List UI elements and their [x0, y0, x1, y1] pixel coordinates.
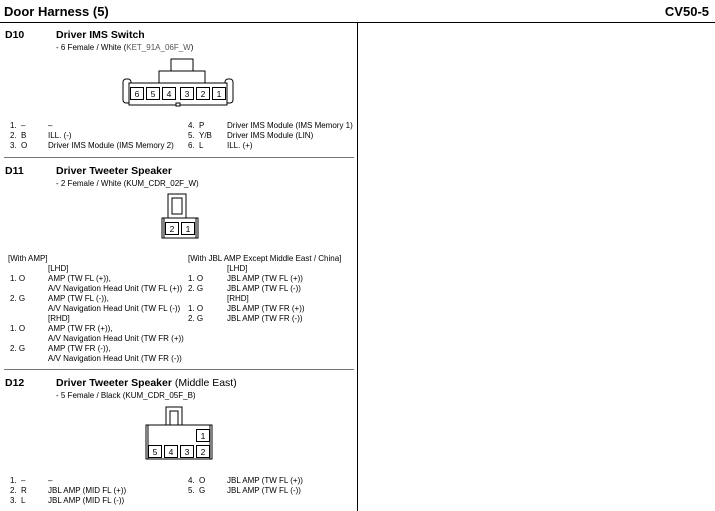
pin-number: 1. [10, 476, 17, 485]
d10-pin-2: 2 [196, 87, 210, 100]
d10-title: Driver IMS Switch [56, 29, 145, 41]
d12-title: Driver Tweeter Speaker (Middle East) [56, 377, 237, 389]
pin-number: 6. [188, 141, 195, 150]
rhd-label: [RHD] [48, 314, 70, 323]
page-code: CV50-5 [664, 4, 709, 19]
d12-pin-2: 2 [196, 445, 210, 458]
d11-pin-2: 2 [165, 222, 179, 235]
pin-desc: AMP (TW FL (+)), [48, 274, 111, 283]
pin-desc: ILL. (+) [227, 141, 253, 150]
d11-pin-1: 1 [181, 222, 195, 235]
pin-number: 3. [10, 496, 17, 505]
pin-desc: JBL AMP (TW FL (-)) [227, 284, 301, 293]
pin-number: 2. G [188, 314, 204, 323]
pin-number: 3. [10, 141, 17, 150]
pin-number: 1. O [188, 274, 204, 283]
pin-number: 2. G [10, 344, 26, 353]
pin-desc: ILL. (-) [48, 131, 72, 140]
pin-wire: P [199, 121, 205, 130]
pin-wire: – [21, 121, 26, 130]
jbl-heading: [With JBL AMP Except Middle East / China] [188, 254, 342, 263]
pin-number: 4. [188, 476, 195, 485]
d12-pin-1: 1 [196, 429, 210, 442]
d12-pin-5: 5 [148, 445, 162, 458]
d10-code: D10 [5, 29, 25, 41]
pin-desc: A/V Navigation Head Unit (TW FR (-)) [48, 354, 182, 363]
pin-number: 2. [10, 486, 17, 495]
pin-wire: – [21, 476, 26, 485]
pin-number: 2. G [10, 294, 26, 303]
pin-desc: AMP (TW FR (-)), [48, 344, 111, 353]
pin-desc: Driver IMS Module (LIN) [227, 131, 314, 140]
rhd-label: [RHD] [227, 294, 249, 303]
pin-number: 1. O [10, 324, 26, 333]
pin-desc: JBL AMP (TW FR (+)) [227, 304, 305, 313]
d12-spec: - 5 Female / Black (KUM_CDR_05F_B) [56, 391, 196, 400]
pin-desc: JBL AMP (TW FR (-)) [227, 314, 303, 323]
d11-spec: - 2 Female / White (KUM_CDR_02F_W) [56, 179, 199, 188]
pin-wire: O [21, 141, 28, 150]
pin-desc: JBL AMP (TW FL (-)) [227, 486, 301, 495]
lhd-label: [LHD] [48, 264, 69, 273]
d11-divider [4, 369, 354, 370]
d10-pin-6: 6 [130, 87, 144, 100]
pin-desc: JBL AMP (TW FL (+)) [227, 274, 303, 283]
pin-wire: L [21, 496, 26, 505]
pin-number: 1. [10, 121, 17, 130]
d10-connector-diagram [119, 57, 237, 107]
lhd-label: [LHD] [227, 264, 248, 273]
pin-desc: JBL AMP (MID FL (+)) [48, 486, 127, 495]
pin-number: 2. G [188, 284, 204, 293]
pin-desc: Driver IMS Module (IMS Memory 1) [227, 121, 353, 130]
pin-number: 1. O [10, 274, 26, 283]
d10-divider [4, 157, 354, 158]
pin-wire: R [21, 486, 27, 495]
pin-desc: A/V Navigation Head Unit (TW FL (+)) [48, 284, 183, 293]
d12-pin-3: 3 [180, 445, 194, 458]
d12-connector-diagram [144, 405, 214, 461]
d10-spec: - 6 Female / White (KET_91A_06F_W) [56, 43, 194, 52]
pin-number: 5. [188, 486, 195, 495]
pin-wire: O [199, 476, 206, 485]
d12-pin-4: 4 [164, 445, 178, 458]
pin-desc: – [48, 476, 53, 485]
pin-wire: B [21, 131, 27, 140]
column-divider [357, 23, 358, 511]
with-amp-heading: [With AMP] [8, 254, 48, 263]
pin-desc: A/V Navigation Head Unit (TW FR (+)) [48, 334, 184, 343]
pin-wire: G [199, 486, 206, 495]
d11-code: D11 [5, 165, 24, 177]
d10-pin-4: 4 [162, 87, 176, 100]
d10-pin-1: 1 [212, 87, 226, 100]
pin-desc: Driver IMS Module (IMS Memory 2) [48, 141, 174, 150]
pin-desc: JBL AMP (TW FL (+)) [227, 476, 303, 485]
d10-pin-5: 5 [146, 87, 160, 100]
pin-number: 4. [188, 121, 195, 130]
pin-desc: AMP (TW FR (+)), [48, 324, 113, 333]
pin-number: 2. [10, 131, 17, 140]
pin-wire: Y/B [199, 131, 212, 140]
pin-number: 1. O [188, 304, 204, 313]
d11-title: Driver Tweeter Speaker [56, 165, 172, 177]
pin-desc: – [48, 121, 53, 130]
d12-code: D12 [5, 377, 25, 389]
pin-desc: AMP (TW FL (-)), [48, 294, 109, 303]
pin-wire: L [199, 141, 204, 150]
pin-number: 5. [188, 131, 195, 140]
d10-pin-3: 3 [180, 87, 194, 100]
pin-desc: JBL AMP (MID FL (-)) [48, 496, 125, 505]
pin-desc: A/V Navigation Head Unit (TW FL (-)) [48, 304, 181, 313]
d11-connector-diagram [160, 192, 200, 240]
page-title: Door Harness (5) [4, 4, 109, 19]
